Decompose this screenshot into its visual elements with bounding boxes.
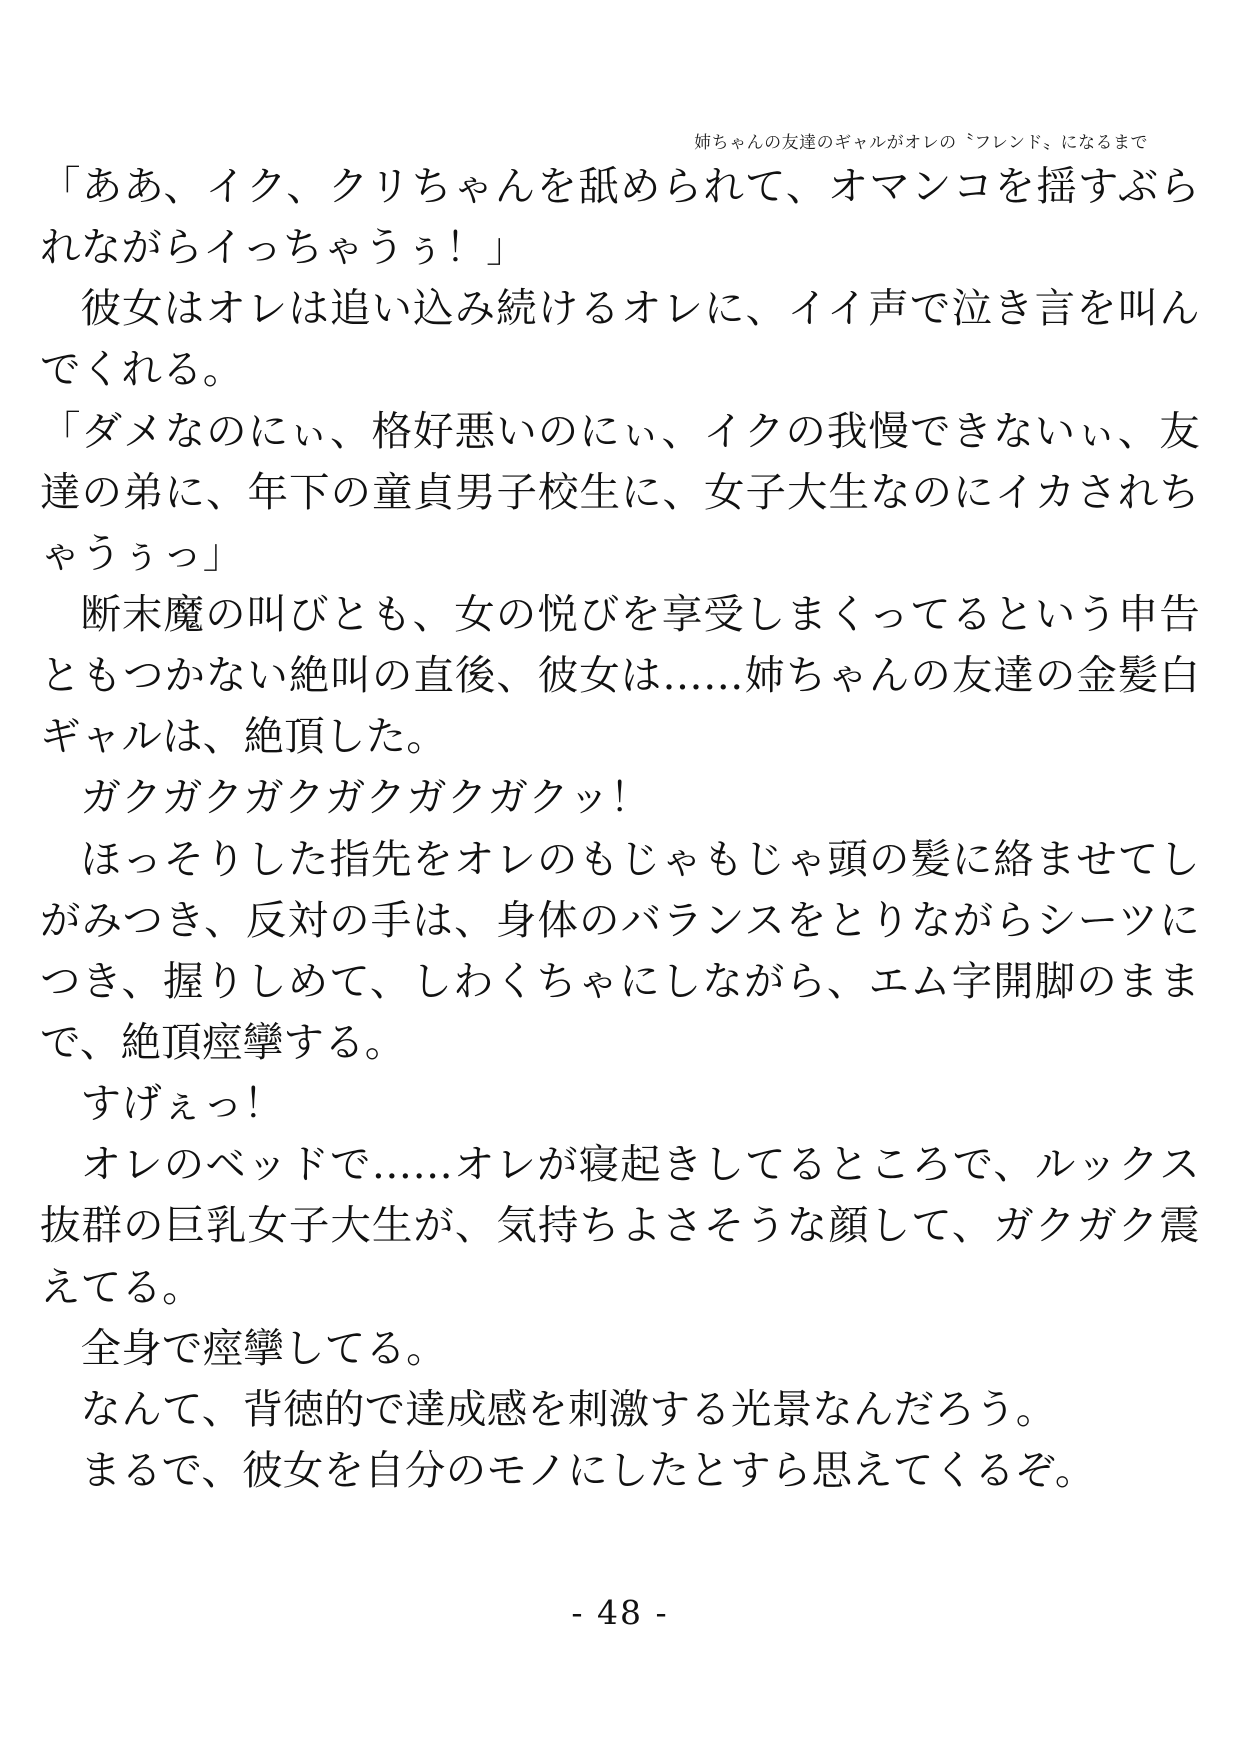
paragraph: ガクガクガクガクガクガクッ！ (80, 773, 651, 822)
running-head: 姉ちゃんの友達のギャルがオレの〝フレンド〟になるまで (694, 133, 1148, 153)
body-text (40, 156, 1200, 1501)
paragraph: 「ダメなのにぃ、格好悪いのにぃ、イクの我慢できないぃ、友達の弟に、年下の童貞男子校生に、女子大生なのにイカされちゃうぅっ」 (40, 406, 1200, 577)
paragraph: まるで、彼女を自分のモノにしたとすら思えてくるぞ。 (80, 1445, 1096, 1494)
paragraph: 「ああ、イク、クリちゃんを舐められて、オマンコを揺すぶられながらイっちゃうぅ！」 (40, 162, 1200, 272)
paragraph: 彼女はオレは追い込み続けるオレに、イイ声で泣き言を叫んでくれる。 (40, 284, 1200, 394)
paragraph: すげぇっ！ (80, 1079, 284, 1128)
page-number: - 48 - (571, 1593, 669, 1632)
paragraph: 断末魔の叫びとも、女の悦びを享受しまくってるという申告ともつかない絶叫の直後、彼女は……姉ちゃんの友達の金髪白ギャルは、絶頂した。 (40, 589, 1200, 761)
paragraph: ほっそりした指先をオレのもじゃもじゃ頭の髪に絡ませてしがみつき、反対の手は、身体のバランスをとりながらシーツにつき、握りしめて、しわくちゃにしながら、エム字開脚のままで、絶頂痙攣する。 (40, 834, 1200, 1066)
paragraph: 全身で痙攣してる。 (80, 1323, 447, 1372)
paragraph: なんて、背徳的で達成感を刺激する光景なんだろう。 (80, 1384, 1057, 1433)
paragraph: オレのベッドで……オレが寝起きしてるところで、ルックス抜群の巨乳女子大生が、気持ちよさそうな顔して、ガクガク震えてる。 (40, 1140, 1200, 1311)
